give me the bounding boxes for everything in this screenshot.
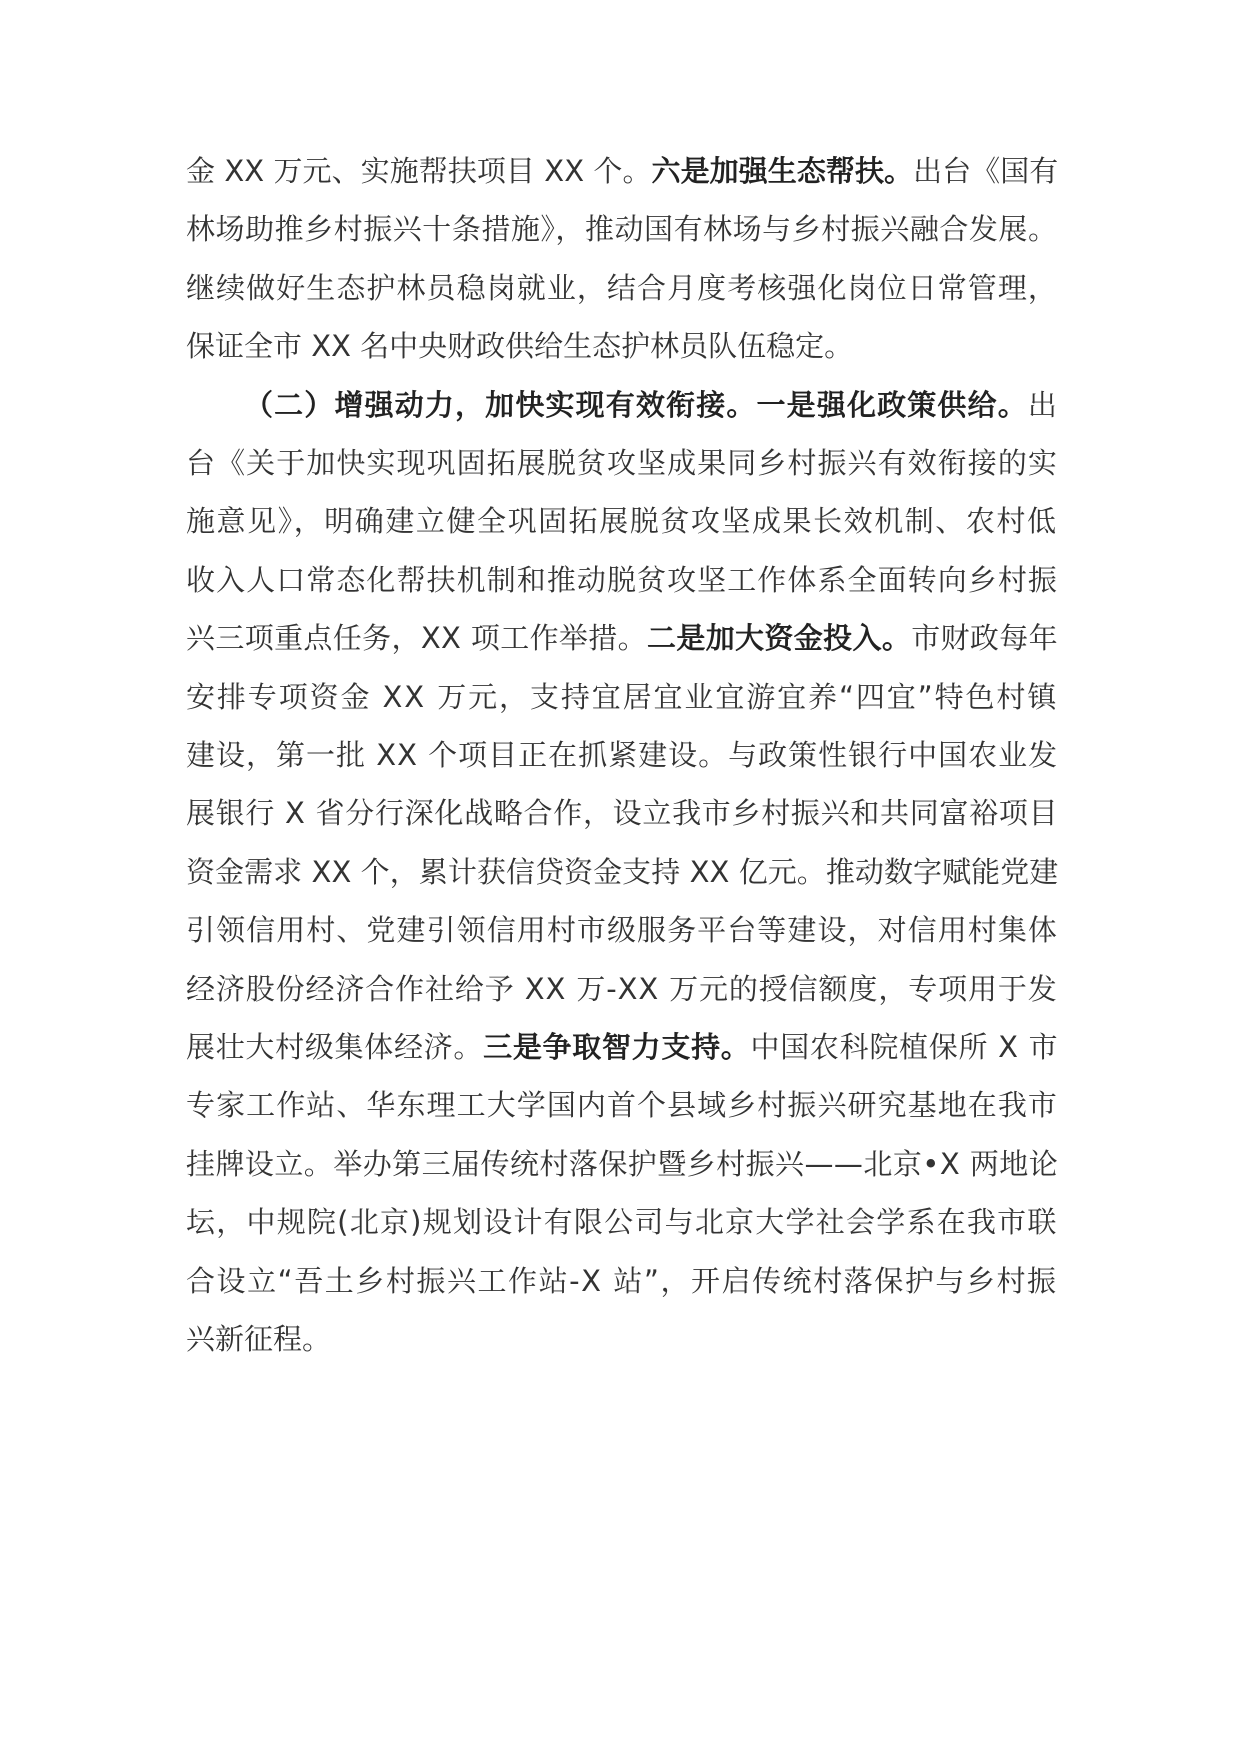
text-line [186,548,1058,612]
text-line [186,606,1058,670]
bold-text-run: 三是争取智力支持。 [483,1030,751,1064]
text-run: 兴三项重点任务，XX 项工作举措。 [186,621,647,656]
text-run: 收入人口常态化帮扶机制和推动脱贫攻坚工作体系全面转向乡村振 [186,562,1059,597]
text-run: 金 XX 万元、实施帮扶项目 XX 个。 [186,154,652,188]
bold-text-run: （二）增强动力，加快实现有效衔接。一是强化政策供给。 [244,387,1028,422]
text-line [186,665,1058,729]
text-line [186,256,1058,320]
text-run: 合设立“吾土乡村振兴工作站-X 站”，开启传统村落保护与乡村振 [186,1263,1058,1298]
bold-text-run: 六是加强生态帮扶。 [651,154,914,188]
text-run: 出台《国有 [913,154,1059,188]
text-run: 兴新征程。 [186,1322,332,1356]
text-run: 挂牌设立。举办第三届传统村落保护暨乡村振兴——北京•X 两地论 [186,1146,1059,1181]
text-line [186,431,1058,495]
text-line [186,1015,1058,1079]
text-run: 引领信用村、党建引领信用村市级服务平台等建设，对信用村集体 [186,913,1059,948]
text-line [186,957,1058,1021]
text-run: 市财政每年 [911,621,1058,656]
text-line [186,723,1058,787]
text-line [186,1132,1058,1196]
text-line [186,1073,1058,1137]
text-run: 资金需求 XX 个，累计获信贷资金支持 XX 亿元。推动数字赋能党建 [186,854,1059,889]
text-run: 专家工作站、华东理工大学国内首个县域乡村振兴研究基地在我市 [186,1088,1059,1123]
text-line [186,781,1058,845]
text-line [186,840,1058,904]
text-line [244,373,1058,437]
text-run: 安排专项资金 XX 万元，支持宜居宜业宜游宜养“四宜”特色村镇 [186,679,1059,714]
text-run: 中国农科院植保所 X 市 [750,1030,1059,1064]
text-line [186,1190,1058,1254]
bold-text-run: 二是加大资金投入。 [646,621,912,656]
text-run: 经济股份经济合作社给予 XX 万-XX 万元的授信额度，专项用于发 [186,971,1058,1006]
text-run: 保证全市 XX 名中央财政供给生态护林员队伍稳定。 [186,329,854,364]
text-line [186,1249,1058,1313]
text-line [186,197,1058,261]
text-run: 出 [1027,387,1059,422]
text-run: 建设，第一批 XX 个项目正在抓紧建设。与政策性银行中国农业发 [186,738,1059,772]
text-run: 林场助推乡村振兴十条措施》，推动国有林场与乡村振兴融合发展。 [186,212,1058,247]
text-run: 继续做好生态护林员稳岗就业，结合月度考核强化岗位日常管理， [186,270,1059,305]
text-line [186,898,1058,962]
text-line [186,139,1058,203]
text-run: 施意见》，明确建立健全巩固拓展脱贫攻坚成果长效机制、农村低 [186,504,1058,539]
text-run: 展银行 X 省分行深化战略合作，设立我市乡村振兴和共同富裕项目 [186,796,1059,831]
text-run: 展壮大村级集体经济。 [186,1030,484,1064]
text-line [186,314,853,378]
text-line [186,1307,331,1371]
text-run: 坛，中规院(北京)规划设计有限公司与北京大学社会学系在我市联 [186,1205,1058,1240]
text-line [186,489,1058,553]
text-run: 台《关于加快实现巩固拓展脱贫攻坚成果同乡村振兴有效衔接的实 [186,446,1059,480]
